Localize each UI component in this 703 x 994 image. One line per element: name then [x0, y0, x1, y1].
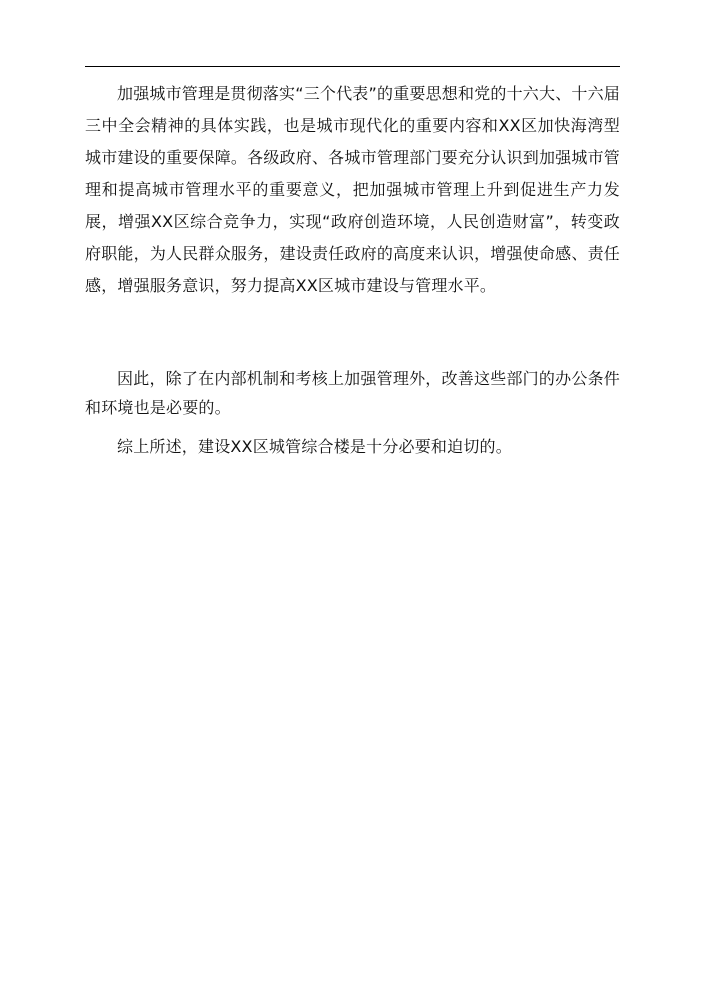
paragraph-office-conditions: [85, 364, 620, 422]
paragraph-urban-management: [85, 78, 620, 302]
paragraph-text: 因此，除了在内部机制和考核上加强管理外，改善这些部门的办公条件和环境也是必要的。: [85, 369, 620, 417]
paragraph-text: 综上所述，建设XX区城管综合楼是十分必要和迫切的。: [117, 437, 512, 456]
header-rule: [85, 66, 620, 67]
paragraph-conclusion: [85, 432, 620, 461]
paragraph-text: 加强城市管理是贯彻落实“三个代表”的重要思想和党的十六大、十六届三中全会精神的具体实践，也是城市现代化的重要内容和XX区加快海湾型城市建设的重要保障。各级政府、各城市管理部门要充分认识到加强城市管理和提高城市管理水平的重要意义，把加强城市管理上升到促进生产力发展，增强XX区综合竞争力，实现“政府创造环境，人民创造财富”，转变政府职能，为人民群众服务，建设责任政府的高度来认识，增强使命感、责任感，增强服务意识，努力提高XX区城市建设与管理水平。: [85, 84, 620, 295]
